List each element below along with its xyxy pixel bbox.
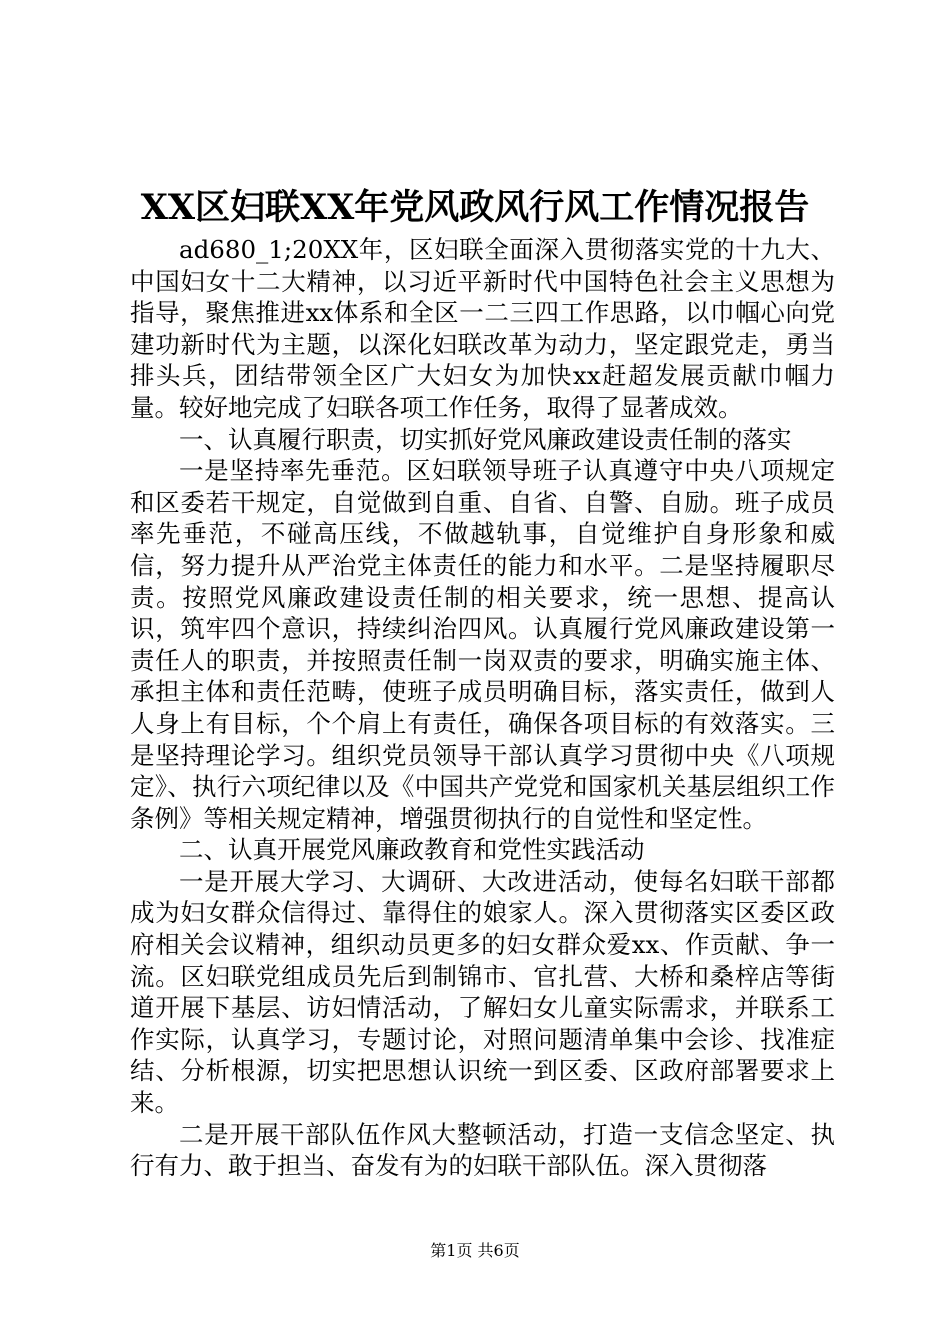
section-heading-2: 二、认真开展党风廉政教育和党性实践活动 [179, 835, 645, 865]
document-title: XX区妇联XX年党风政风行风工作情况报告 [140, 187, 810, 228]
paragraph-section-2b: 二是开展干部队伍作风大整顿活动，打造一支信念坚定、执行有力、敢于担当、奋发有为的妇联干部队伍。深入贯彻落 [130, 1119, 835, 1181]
paragraph-section-2a: 一是开展大学习、大调研、大改进活动，使每名妇联干部都成为妇女群众信得过、靠得住的娘家人。深入贯彻落实区委区政府相关会议精神，组织动员更多的妇女群众爱xx、作贡献、争一流。区妇联党组成员先后到制锦市、官扎营、大桥和桑梓店等街道开展下基层、访妇情活动，了解妇女儿童实际需求，并联系工作实际，认真学习，专题讨论，对照问题清单集中会诊、找准症结、分析根源，切实把思想认识统一到区委、区政府部署要求上来。 [130, 866, 835, 1118]
section-heading-1: 一、认真履行职责，切实抓好党风廉政建设责任制的落实 [179, 424, 792, 454]
document-body [130, 234, 835, 1182]
paragraph-section-1: 一是坚持率先垂范。区妇联领导班子认真遵守中央八项规定和区委若干规定，自觉做到自重、自省、自警、自励。班子成员率先垂范，不碰高压线，不做越轨事，自觉维护自身形象和威信，努力提升从严治党主体责任的能力和水平。二是坚持履职尽责。按照党风廉政建设责任制的相关要求，统一思想、提高认识，筑牢四个意识，持续纠治四风。认真履行党风廉政建设第一责任人的职责，并按照责任制一岗双责的要求，明确实施主体、承担主体和责任范畴，使班子成员明确目标，落实责任，做到人人身上有目标，个个肩上有责任，确保各项目标的有效落实。三是坚持理论学习。组织党员领导干部认真学习贯彻中央《八项规定》、执行六项纪律以及《中国共产党党和国家机关基层组织工作条例》等相关规定精神，增强贯彻执行的自觉性和坚定性。 [130, 456, 835, 833]
paragraph-intro: ad680_1;20XX年，区妇联全面深入贯彻落实党的十九大、中国妇女十二大精神，以习近平新时代中国特色社会主义思想为指导，聚焦推进xx体系和全区一二三四工作思路，以巾帼心向党建功新时代为主题，以深化妇联改革为动力，坚定跟党走，勇当排头兵，团结带领全区广大妇女为加快xx赶超发展贡献巾帼力量。较好地完成了妇联各项工作任务，取得了显著成效。 [130, 235, 835, 422]
page-footer: 第1页 共6页 [430, 1241, 520, 1260]
